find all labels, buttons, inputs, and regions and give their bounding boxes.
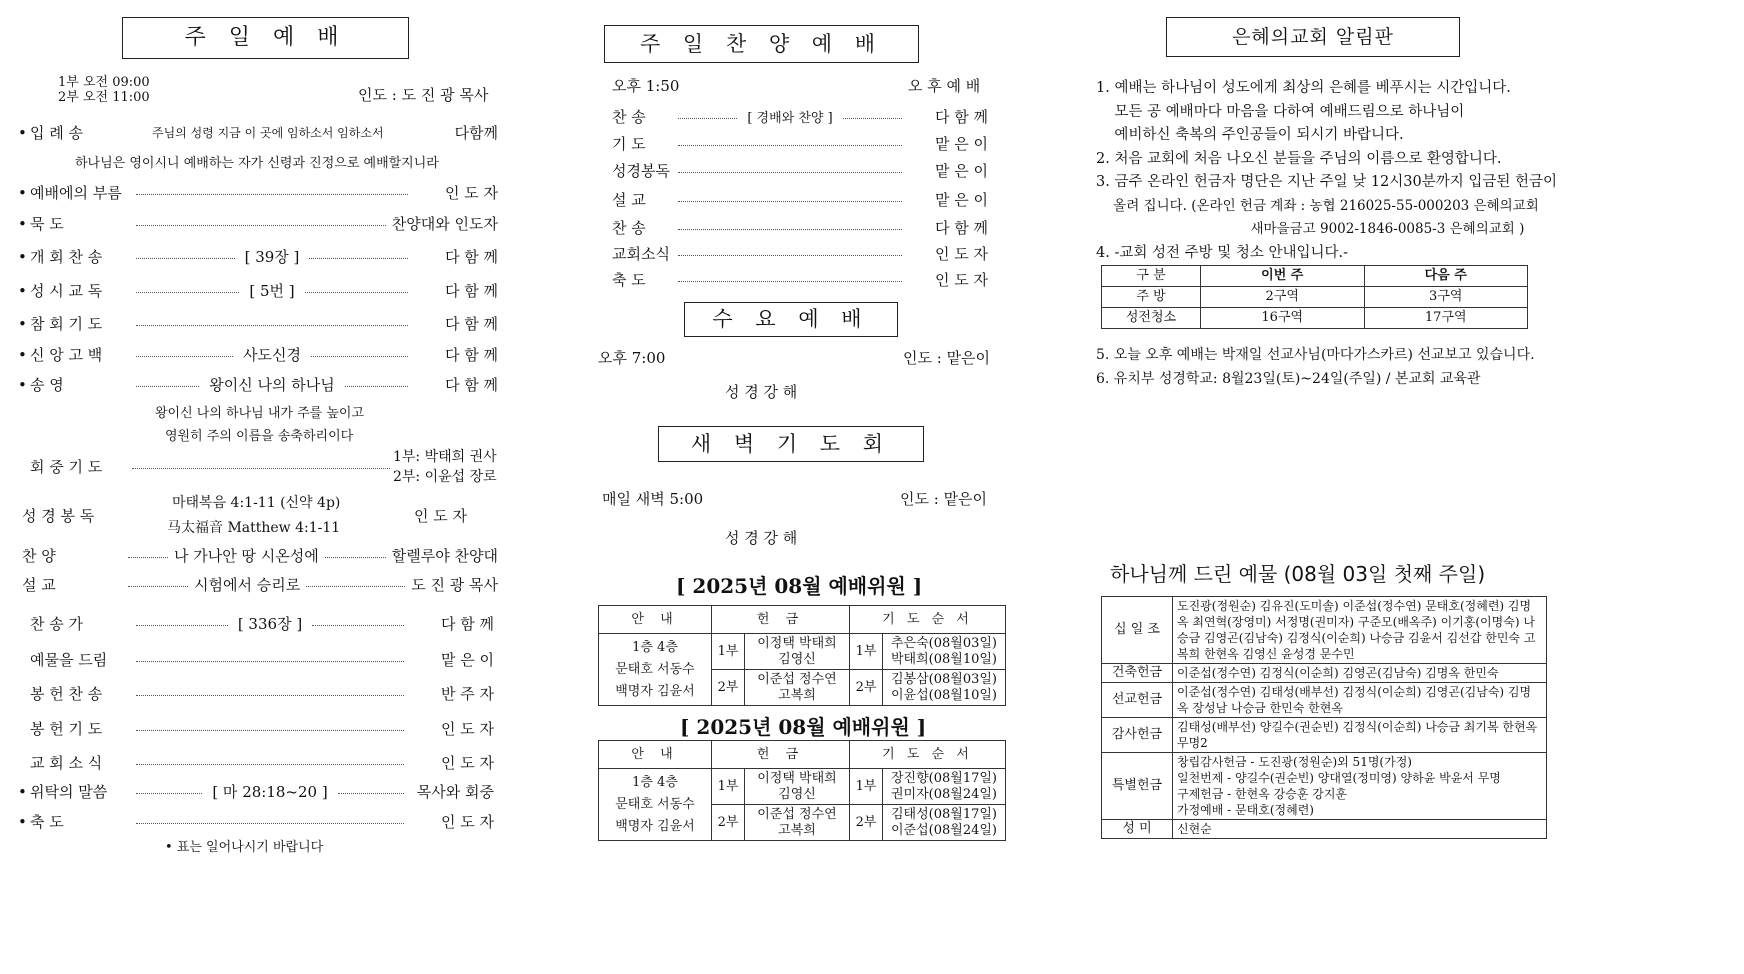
dawn-time: 매일 새벽 5:00	[602, 490, 704, 508]
order-performer: 다 함 께	[444, 346, 498, 364]
prayer-names: 장진향(08월17일) 권미자(08월24일)	[883, 769, 1006, 805]
sunday-time-1: 1부 오전 09:00	[58, 75, 150, 90]
offering-row	[1102, 753, 1547, 820]
offering-names: 이정택 박태희 김영신	[745, 634, 850, 670]
sermon-title: 시험에서 승리로	[194, 576, 301, 594]
order-mid: [ 39장 ]	[244, 248, 300, 266]
offering-names: 이준섭(정수연) 김정식(이순희) 김영곤(김남숙) 김명옥 한민숙	[1173, 664, 1547, 683]
prayer-right-1: 1부: 박태희 권사	[393, 449, 497, 465]
sermon-row	[22, 574, 498, 595]
notice-line: 4. -교회 성전 주방 및 청소 안내입니다.-	[1096, 244, 1348, 261]
header-prayer: 기 도 순 서	[850, 606, 1006, 634]
dotted-leader	[306, 586, 405, 587]
offering-category: 성 미	[1102, 820, 1173, 839]
praise-label: 찬 송	[612, 108, 646, 126]
doxology-line-2: 영원히 주의 이름을 송축하리이다	[165, 429, 354, 444]
order-performer: 다 함 께	[444, 376, 498, 394]
order-performer: 다함께	[454, 124, 498, 142]
order-performer: 인 도 자	[440, 754, 494, 772]
dotted-leader	[678, 118, 737, 119]
anthem-performer: 할렐루야 찬양대	[391, 547, 498, 565]
sermon-preacher: 도 진 광 목사	[411, 576, 498, 594]
praise-performer: 인 도 자	[934, 245, 988, 263]
offering-category: 십 일 조	[1102, 597, 1173, 664]
order-label: 예물을 드림	[30, 651, 108, 669]
order-label: 송 영	[30, 376, 64, 394]
dawn-title: 새 벽 기 도 회	[658, 426, 924, 462]
guide-line: 문태호 서동수	[615, 661, 695, 677]
clean-cell: 2구역	[1201, 287, 1365, 308]
clean-cell: 성전청소	[1102, 308, 1201, 329]
praise-label: 성경봉독	[612, 162, 670, 180]
order-label: 봉 헌 찬 송	[30, 685, 103, 703]
bullet: •	[18, 314, 27, 333]
dotted-leader	[136, 225, 386, 226]
sunday-time-2: 2부 오전 11:00	[58, 90, 150, 105]
dotted-leader	[136, 194, 408, 195]
dotted-leader	[136, 625, 228, 626]
dotted-leader	[678, 201, 902, 202]
order-performer: 다 함 께	[440, 615, 494, 633]
praise-row	[612, 189, 988, 210]
praise-performer: 다 함 께	[934, 219, 988, 237]
praise-title: 주 일 찬 양 예 배	[604, 25, 919, 63]
clean-cell: 3구역	[1364, 287, 1528, 308]
order-label: 신 앙 고 백	[30, 346, 103, 364]
wednesday-title: 수 요 예 배	[684, 302, 898, 337]
order-performer: 다 함 께	[444, 315, 498, 333]
cleaning-table	[1101, 265, 1528, 329]
praise-performer: 맡 은 이	[934, 191, 988, 209]
notice-line: 올려 집니다. (온라인 헌금 계좌 : 농협 216025-55-000203 은혜의교회	[1096, 197, 1539, 214]
dawn-content: 성 경 강 해	[725, 529, 798, 547]
praise-row	[612, 243, 988, 264]
notice-line-6: 6. 유치부 성경학교: 8월23일(토)~24일(주일) / 본교회 교육관	[1096, 371, 1481, 387]
prayer-part: 2부	[850, 670, 883, 706]
offering-category: 선교헌금	[1102, 683, 1173, 718]
committee-title-1: [ 2025년 08월 예배위원 ]	[676, 574, 923, 598]
order-label: 개 회 찬 송	[30, 248, 103, 266]
offering-row	[1102, 718, 1547, 753]
notice-line: 새마을금고 9002-1846-0085-3 은혜의교회 )	[1096, 221, 1525, 237]
dotted-leader	[678, 172, 902, 173]
order-row	[18, 344, 498, 365]
praise-performer: 맡 은 이	[934, 162, 988, 180]
order-performer: 반 주 자	[440, 685, 494, 703]
offering-names: 이준섭 정수연 고복희	[745, 805, 850, 841]
notice-line: 모든 공 예배마다 마음을 다하여 예배드림으로 하나님이	[1096, 103, 1465, 120]
offering-names: 이준섭 정수연 고복희	[745, 670, 850, 706]
clean-header: 다음 주	[1364, 266, 1528, 287]
dotted-leader	[128, 557, 168, 558]
header-guide: 안 내	[599, 741, 712, 769]
order-performer: 다 함 께	[445, 248, 499, 266]
order-label: 축 도	[30, 813, 64, 831]
order-row	[18, 374, 498, 395]
order-label: 교 회 소 식	[30, 754, 103, 772]
doxology-line-1: 왕이신 나의 하나님 내가 주를 높이고	[155, 406, 365, 421]
clean-header: 이번 주	[1201, 266, 1365, 287]
dotted-leader	[136, 258, 235, 259]
praise-time: 오후 1:50	[612, 77, 680, 95]
order-performer: 맡 은 이	[440, 651, 494, 669]
praise-row	[612, 106, 988, 127]
offering-category: 특별헌금	[1102, 753, 1173, 820]
bullet: •	[18, 247, 27, 266]
order-row	[18, 122, 498, 143]
bullet: •	[18, 123, 27, 142]
standing-footnote: • 표는 일어나시기 바랍니다	[165, 840, 324, 855]
praise-time-right: 오 후 예 배	[908, 77, 981, 95]
order-row	[18, 182, 498, 203]
offering-part: 2부	[712, 670, 745, 706]
prayer-part: 1부	[850, 634, 883, 670]
guide-line: 1층 4층	[632, 639, 678, 655]
offering-title: 하나님께 드린 예물 (08월 03일 첫째 주일)	[1110, 562, 1486, 586]
offering-row	[1102, 664, 1547, 683]
praise-row	[612, 269, 988, 290]
clean-header: 구 분	[1102, 266, 1201, 287]
reading-passage-1: 마태복음 4:1-11 (신약 4p)	[172, 495, 341, 511]
order-mid: 왕이신 나의 하나님	[209, 376, 335, 394]
praise-label: 설 교	[612, 191, 646, 209]
dotted-leader	[678, 281, 902, 282]
reading-right: 인 도 자	[414, 507, 468, 525]
order-performer: 인 도 자	[440, 720, 494, 738]
dotted-leader	[678, 145, 902, 146]
order-label: 예배에의 부름	[30, 184, 122, 202]
prayer-right-2: 2부: 이윤섭 장로	[393, 469, 497, 485]
notice-line-5: 5. 오늘 오후 예배는 박재일 선교사님(마다가스카르) 선교보고 있습니다.	[1096, 347, 1535, 363]
bullet: •	[18, 782, 27, 801]
order-row	[18, 246, 498, 267]
dotted-leader	[136, 325, 408, 326]
offering-table	[1101, 596, 1547, 839]
offering-names: 이준섭(정수연) 김태성(배부선) 김정식(이순희) 김영곤(김남숙) 김명옥 장성남 나승금 한민숙 한현옥	[1173, 683, 1547, 718]
order-label: 찬 송 가	[30, 615, 84, 633]
order-row	[18, 613, 494, 634]
order-row	[18, 313, 498, 334]
entrance-verse: 하나님은 영이시니 예배하는 자가 신령과 진정으로 예배할지니라	[75, 156, 439, 171]
guide-line: 문태호 서동수	[615, 796, 695, 812]
header-offering: 헌 금	[712, 606, 850, 634]
order-label: 성 시 교 독	[30, 282, 103, 300]
praise-performer: 인 도 자	[934, 271, 988, 289]
guide-cell	[599, 769, 712, 841]
header-offering: 헌 금	[712, 741, 850, 769]
offering-part: 1부	[712, 769, 745, 805]
reading-passage-2: 马太福音 Matthew 4:1-11	[167, 520, 341, 536]
order-row	[18, 280, 498, 301]
offering-category: 감사헌금	[1102, 718, 1173, 753]
notice-line: 1. 예배는 하나님이 성도에게 최상의 은혜를 베푸시는 시간입니다.	[1096, 80, 1511, 96]
bullet: •	[18, 375, 27, 394]
offering-row	[1102, 683, 1547, 718]
order-row	[18, 649, 494, 670]
praise-label: 교회소식	[612, 245, 670, 263]
bullet: •	[18, 345, 27, 364]
bullet: •	[18, 214, 27, 233]
wednesday-leader: 인도 : 맡은이	[903, 349, 991, 367]
praise-performer: 다 함 께	[934, 108, 988, 126]
order-performer: 인 도 자	[444, 184, 498, 202]
sermon-label: 설 교	[22, 576, 56, 594]
committee-table-1	[598, 605, 1006, 706]
dotted-leader	[136, 695, 404, 696]
dawn-leader: 인도 : 맡은이	[900, 490, 988, 508]
wednesday-content: 성 경 강 해	[725, 383, 798, 401]
guide-cell	[599, 634, 712, 706]
prayer-names: 김태성(08월17일) 이준섭(08월24일)	[883, 805, 1006, 841]
notice-line: 3. 금주 온라인 헌금자 명단은 지난 주일 낮 12시30분까지 입금된 헌금이	[1096, 174, 1558, 190]
dotted-leader	[128, 586, 188, 587]
order-row	[18, 213, 498, 234]
header-prayer: 기 도 순 서	[850, 741, 1006, 769]
order-label: 참 회 기 도	[30, 315, 103, 333]
offering-part: 2부	[712, 805, 745, 841]
order-performer: 목사와 회중	[416, 783, 495, 801]
order-label: 묵 도	[30, 215, 64, 233]
reading-label: 성 경 봉 독	[22, 507, 95, 525]
dotted-leader	[678, 255, 902, 256]
praise-mid: [ 경배와 찬양 ]	[747, 111, 833, 126]
order-row	[18, 752, 494, 773]
offering-category: 건축헌금	[1102, 664, 1173, 683]
dotted-leader	[305, 292, 408, 293]
dotted-leader	[136, 661, 404, 662]
order-label: 위탁의 말씀	[30, 783, 108, 801]
anthem-row	[22, 545, 498, 566]
order-mid: [ 336장 ]	[237, 615, 303, 633]
dotted-leader	[325, 557, 386, 558]
order-mid: [ 5번 ]	[249, 282, 295, 300]
prayer-part: 2부	[850, 805, 883, 841]
praise-label: 찬 송	[612, 219, 646, 237]
prayer-names: 김봉삼(08월03일) 이윤섭(08월10일)	[883, 670, 1006, 706]
notice-line: 예비하신 축복의 주인공들이 되시기 바랍니다.	[1096, 127, 1404, 143]
committee-table-2	[598, 740, 1006, 841]
clean-cell: 17구역	[1364, 308, 1528, 329]
dotted-leader	[136, 730, 404, 731]
dotted-leader	[136, 386, 199, 387]
sunday-leader: 인도 : 도 진 광 목사	[358, 86, 489, 104]
offering-row	[1102, 820, 1547, 839]
anthem-label: 찬 양	[22, 547, 56, 565]
offering-names: 이정택 박태희 김영신	[745, 769, 850, 805]
order-performer: 다 함 께	[444, 282, 498, 300]
order-row	[18, 718, 494, 739]
committee-title-2: [ 2025년 08월 예배위원 ]	[680, 715, 927, 739]
guide-line: 1층 4층	[632, 774, 678, 790]
praise-row	[612, 160, 988, 181]
praise-label: 축 도	[612, 271, 646, 289]
prayer-label: 회 중 기 도	[30, 458, 103, 476]
praise-row	[612, 217, 988, 238]
notice-line: 2. 처음 교회에 처음 나오신 분들을 주님의 이름으로 환영합니다.	[1096, 150, 1502, 167]
order-mid: 사도신경	[243, 346, 301, 364]
dotted-leader	[132, 468, 390, 469]
dotted-leader	[309, 258, 408, 259]
dotted-leader	[312, 625, 404, 626]
bullet: •	[18, 183, 27, 202]
dotted-leader	[843, 118, 902, 119]
praise-row	[612, 133, 988, 154]
offering-names: 김태성(배부선) 양길수(권순빈) 김정식(이순희) 나승금 최기복 한현옥 무명2	[1173, 718, 1547, 753]
dotted-leader	[136, 764, 404, 765]
offering-names: 창립감사헌금 - 도진광(정원순)외 51명(가정) 일천번제 - 양길수(권순빈) 양대열(정미영) 양하윤 박윤서 무명 구제헌금 - 한현옥 강승훈 강지훈 가정예배 - 문태호(정혜련)	[1173, 753, 1547, 820]
notice-title: 은혜의교회 알림판	[1166, 17, 1460, 57]
clean-cell: 주 방	[1102, 287, 1201, 308]
order-performer: 찬양대와 인도자	[391, 215, 498, 233]
order-mid: 주님의 성령 지금 이 곳에 임하소서 임하소서	[152, 126, 384, 140]
dotted-leader	[338, 793, 404, 794]
prayer-part: 1부	[850, 769, 883, 805]
header-guide: 안 내	[599, 606, 712, 634]
dotted-leader	[136, 356, 233, 357]
offering-names: 신현순	[1173, 820, 1547, 839]
dotted-leader	[345, 386, 408, 387]
offering-row	[1102, 597, 1547, 664]
praise-label: 기 도	[612, 135, 646, 153]
order-row	[18, 781, 494, 802]
sunday-title: 주 일 예 배	[122, 17, 409, 59]
dotted-leader	[678, 229, 902, 230]
anthem-title: 나 가나안 땅 시온성에	[174, 547, 319, 565]
order-row	[18, 683, 494, 704]
dotted-leader	[136, 823, 404, 824]
dotted-leader	[136, 793, 202, 794]
wednesday-time: 오후 7:00	[598, 349, 666, 367]
dotted-leader	[136, 292, 239, 293]
order-performer: 인 도 자	[440, 813, 494, 831]
order-label: 봉 헌 기 도	[30, 720, 103, 738]
bullet: •	[18, 281, 27, 300]
guide-line: 백명자 김윤서	[615, 818, 695, 834]
clean-cell: 16구역	[1201, 308, 1365, 329]
dotted-leader	[311, 356, 408, 357]
order-label: 입 례 송	[30, 124, 84, 142]
praise-performer: 맡 은 이	[934, 135, 988, 153]
prayer-names: 추은숙(08월03일) 박태희(08월10일)	[883, 634, 1006, 670]
bullet: •	[18, 812, 27, 831]
offering-names: 도진광(정원순) 김유진(도미솔) 이준섭(정수연) 문태호(정혜련) 김명옥 최연혁(장영미) 서정명(권미자) 구준모(배옥주) 이기홍(이명숙) 나승금 김영곤(김남숙) 김정식(이순희) 나승금 김윤서 김선갑 한민숙 고복희 한현옥 김영신 윤성경 문수민	[1173, 597, 1547, 664]
guide-line: 백명자 김윤서	[615, 683, 695, 699]
order-row	[18, 811, 494, 832]
offering-part: 1부	[712, 634, 745, 670]
order-mid: [ 마 28:18~20 ]	[212, 783, 328, 801]
